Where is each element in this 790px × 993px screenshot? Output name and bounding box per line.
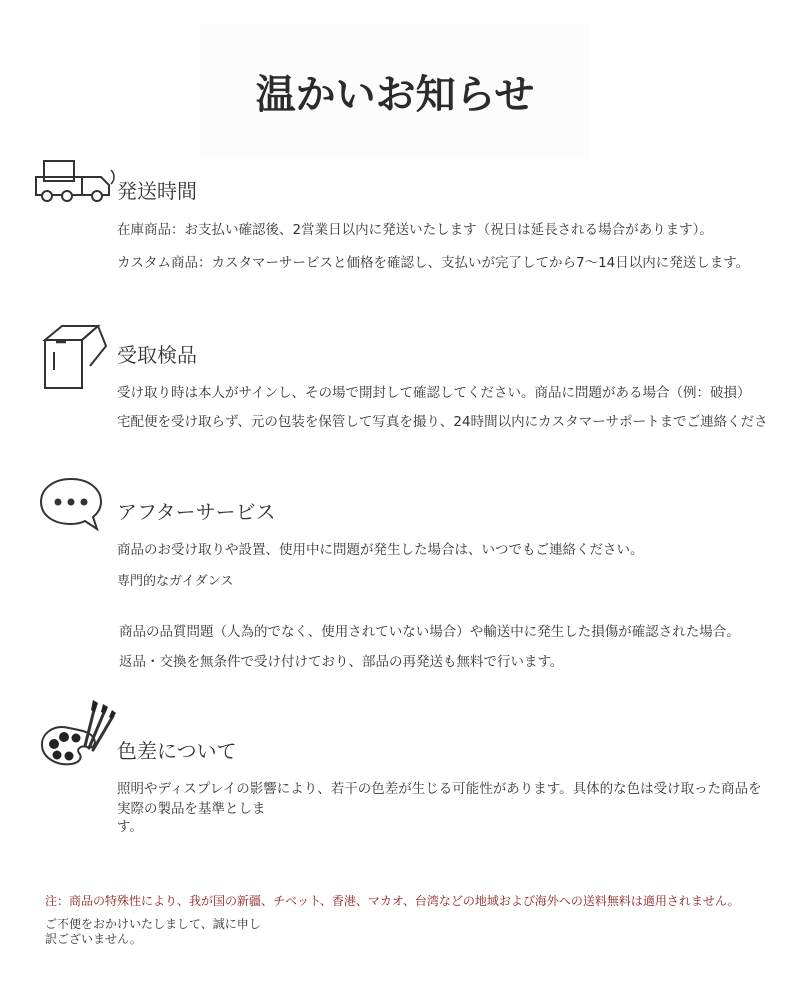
- chat-bubble-icon: [38, 476, 104, 538]
- shipping-line-stock: 在庫商品：お支払い確認後、2営業日以内に発送いたします（祝日は延長される場合があります）。: [117, 222, 713, 238]
- page-title: 温かいお知らせ: [200, 24, 590, 159]
- open-box-icon: [40, 322, 110, 394]
- section-heading-color: 色差について: [117, 739, 237, 763]
- color-line-basis: 実際の製品を基準とします。: [117, 801, 266, 835]
- aftersales-line-contact: 商品のお受け取りや設置、使用中に問題が発生した場合は、いつでもご連絡ください。: [117, 542, 644, 558]
- paint-palette-icon: [39, 700, 119, 776]
- section-heading-shipping: 発送時間: [117, 179, 197, 203]
- apology-note: ご不便をおかけいたしまして、誠に申し訳ございません。: [45, 917, 261, 946]
- delivery-truck-icon: [33, 158, 119, 210]
- shipping-line-custom: カスタム商品：カスタマーサービスと価格を確認し、支払いが完了してから7〜14日以内に発送します。: [117, 255, 750, 271]
- shipping-restriction-note: 注：商品の特殊性により、我が国の新疆、チベット、香港、マカオ、台湾などの地域および海外への送料無料は適用されません。: [45, 894, 740, 908]
- aftersales-line-quality: 商品の品質問題（人為的でなく、使用されていない場合）や輸送中に発生した損傷が確認された場合。: [119, 624, 740, 640]
- section-heading-aftersales: アフターサービス: [117, 500, 276, 524]
- receipt-line-contact: 宅配便を受け取らず、元の包装を保管して写真を撮り、24時間以内にカスタマーサポートまでご連絡くださ: [117, 414, 768, 430]
- color-line-notice: 照明やディスプレイの影響により、若干の色差が生じる可能性があります。具体的な色は受け取った商品を: [117, 781, 762, 797]
- aftersales-line-return: 返品・交換を無条件で受け付けており、部品の再発送も無料で行います。: [119, 654, 564, 670]
- section-heading-receipt: 受取検品: [117, 343, 197, 367]
- receipt-line-sign: 受け取り時は本人がサインし、その場で開封して確認してください。商品に問題がある場合（例：破損）: [117, 385, 751, 401]
- aftersales-line-guidance: 専門的なガイダンス: [117, 574, 234, 589]
